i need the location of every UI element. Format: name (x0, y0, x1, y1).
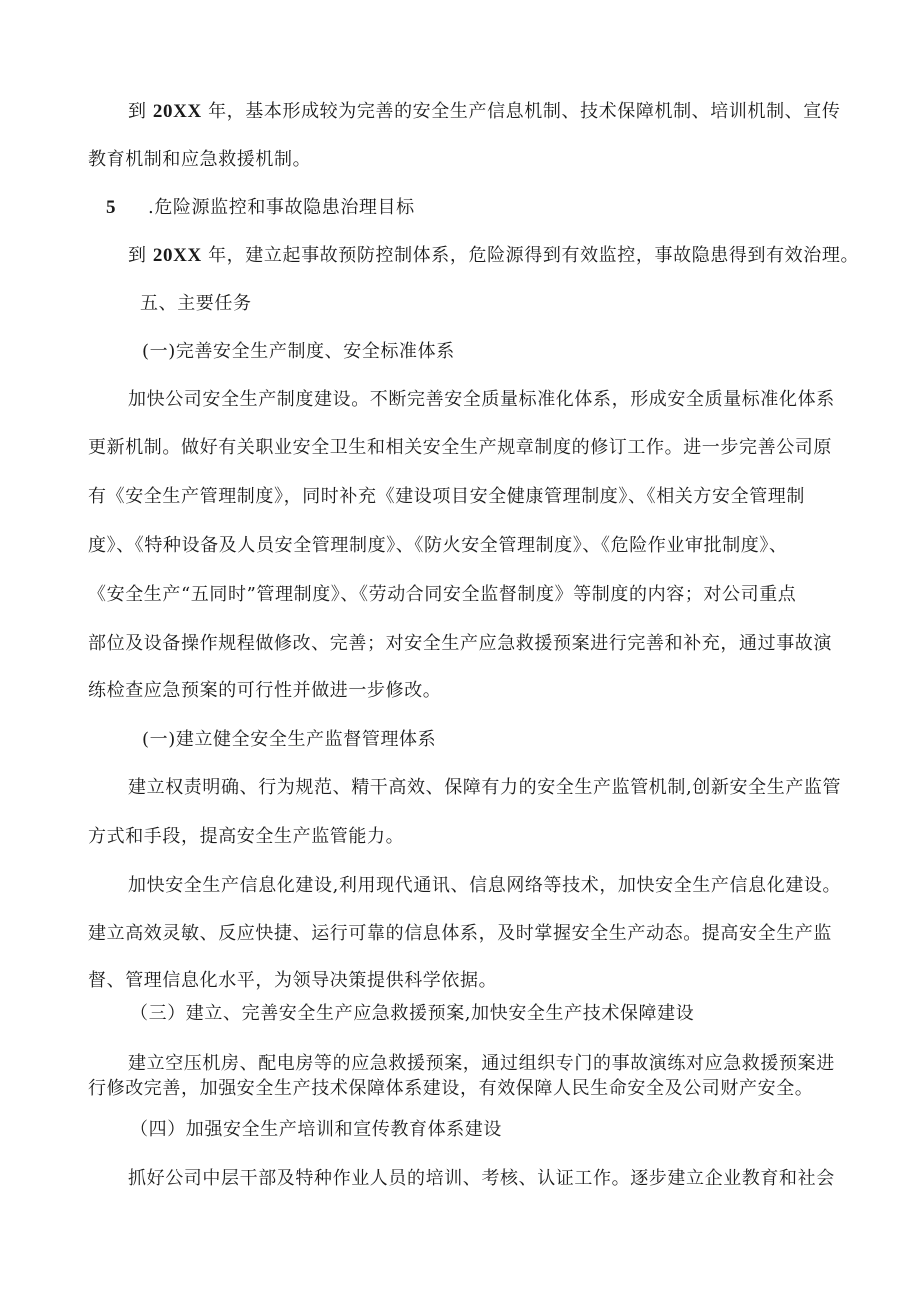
section-number: 5 (106, 197, 117, 218)
paragraph-line: 建立空压机房、配电房等的应急救援预案，通过组织专门的事故演练对应急救援预案进 (128, 1053, 835, 1074)
paragraph-line (128, 100, 840, 124)
paragraph-line: 度》、《特种设备及人员安全管理制度》、《防火安全管理制度》、《危险作业审批制度》、 (88, 535, 788, 556)
section-heading (106, 196, 415, 220)
paragraph-line: 行修改完善，加强安全生产技术保障体系建设，有效保障人民生命安全及公司财产安全。 (88, 1078, 814, 1099)
paragraph-line (128, 244, 859, 268)
paragraph-line: 《安全生产“五同时”管理制度》、《劳动合同安全监督制度》等制度的内容；对公司重点 (88, 584, 797, 605)
paragraph-line: 有《安全生产管理制度》，同时补充《建设项目安全健康管理制度》、《相关方安全管理制 (88, 486, 805, 507)
text-fragment: 年，建立起事故预防控制体系，危险源得到有效监控，事故隐患得到有效治理。 (201, 245, 860, 266)
subsection-heading: (一)建立健全安全生产监督管理体系 (142, 729, 437, 750)
paragraph-line: 教育机制和应急救援机制。 (88, 149, 312, 170)
text-fragment: 年，基本形成较为完善的安全生产信息机制、技术保障机制、培训机制、宣传 (201, 101, 841, 122)
paragraph-line: 督、管理信息化水平，为领导决策提供科学依据。 (88, 970, 498, 991)
text-fragment: 到 (128, 245, 153, 266)
paragraph-line: 部位及设备操作规程做修改、完善；对安全生产应急救援预案进行完善和补充，通过事故演 (88, 633, 832, 654)
paragraph-line: 抓好公司中层干部及特种作业人员的培训、考核、认证工作。逐步建立企业教育和社会 (128, 1168, 835, 1189)
year-text: 20XX (152, 245, 202, 266)
subsection-heading: （四）加强安全生产培训和宣传教育体系建设 (130, 1119, 502, 1140)
paragraph-line: 更新机制。做好有关职业安全卫生和相关安全生产规章制度的修订工作。进一步完善公司原 (88, 437, 832, 458)
paragraph-line: 加快安全生产信息化建设,利用现代通讯、信息网络等技术，加快安全生产信息化建设。 (128, 875, 842, 896)
paragraph-line: 加快公司安全生产制度建设。不断完善安全质量标准化体系，形成安全质量标准化体系 (128, 389, 835, 410)
paragraph-line: 练检查应急预案的可行性并做进一步修改。 (88, 680, 442, 701)
paragraph-line: 建立高效灵敏、反应快捷、运行可靠的信息体系，及时掌握安全生产动态。提高安全生产监 (88, 923, 832, 944)
subsection-heading: （三）建立、完善安全生产应急救援预案,加快安全生产技术保障建设 (130, 1003, 695, 1024)
paragraph-line: 方式和手段，提高安全生产监管能力。 (88, 826, 405, 847)
text-fragment: 到 (128, 101, 153, 122)
paragraph-line: 建立权责明确、行为规范、精干高效、保障有力的安全生产监管机制,创新安全生产监管 (128, 777, 842, 798)
section-title: .危险源监控和事故隐患治理目标 (148, 197, 415, 218)
subsection-heading: (一)完善安全生产制度、安全标准体系 (142, 341, 455, 362)
chapter-heading: 五、主要任务 (140, 293, 252, 314)
year-text: 20XX (152, 101, 202, 122)
